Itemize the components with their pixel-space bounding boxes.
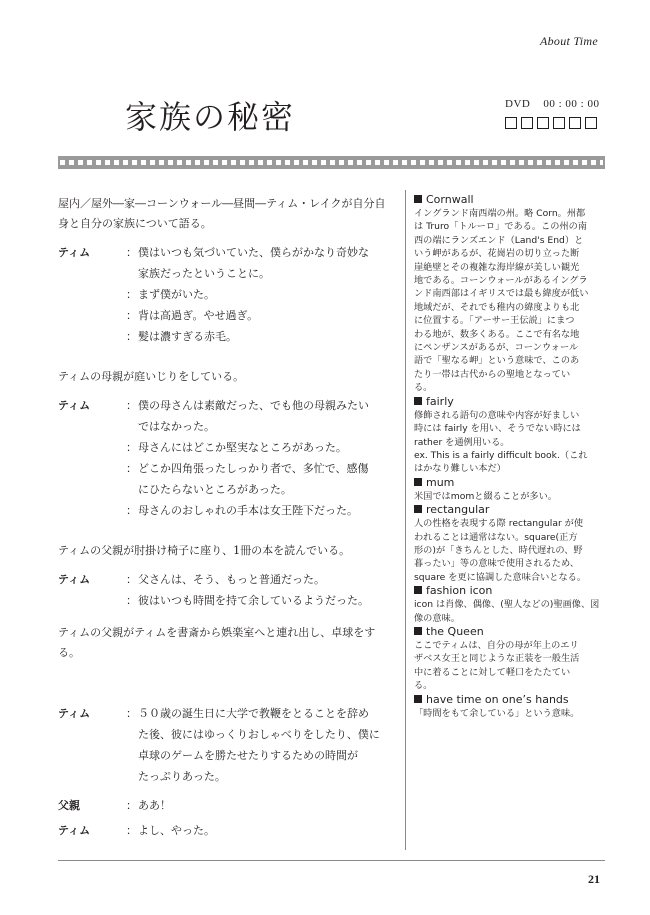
checkbox-square [569,117,581,129]
dialogue-block [58,795,393,816]
book-title: About Time [539,34,598,48]
colon-mark: ： [126,594,137,607]
note-text: 「時間をもて余している」という意味。 [414,707,580,719]
speaker-name: ティム [58,246,91,259]
note-entry [414,693,604,720]
checkbox-square [521,117,533,129]
dialogue-block [58,242,393,347]
stage-direction: ティムの父親が肘掛け椅子に座り、1冊の本を読んでいる。 [58,544,351,557]
note-entry [414,476,604,503]
colon-mark: ： [126,309,137,322]
note-heading [414,193,604,207]
dialogue-block [58,703,393,787]
checkbox-square [585,117,597,129]
note-entry [414,625,604,693]
dialogue-line: 母さんのおしゃれの手本は女王陛下だった。 [138,504,358,517]
note-heading [414,693,604,707]
speaker-name: ティム [58,573,91,586]
note-text: ここでティムは、自分の母が年上のエリ ザベス女王と同じような正装を一般生活 中に着ることに対して軽口をたたてい る。 [414,639,580,692]
colon-mark: ： [126,573,137,586]
dialogue-block [58,395,393,521]
dialogue-line: ５０歳の誕生日に大学で教鞭をとることを辞め た後、彼にはゆっくりおしゃべりをしたり、僕に 卓球のゲームを勝たせたりするための時間が たっぷりあった。 [138,707,380,783]
note-text: 米国ではmomと綴ることが多い。 [414,490,557,502]
note-term: Cornwall [426,193,474,206]
dialogue-line: ああ！ [138,799,171,812]
note-text: 修飾される語句の意味や内容が好ましい 時には fairly を用い、そうでない時には rather を通例用いる。 ex. This is a fairly difficult book.（これ はかなり難しい本だ） [414,409,588,475]
square-bullet-icon [414,586,422,594]
note-entry [414,193,604,395]
dialogue-line: 父さんは、そう、もっと普通だった。 [138,573,325,586]
colon-mark: ： [126,462,137,475]
note-text: 人の性格を表現する際 rectangular が使 われることは通常はない。square(正方 形の)が「きちんとした、時代遅れの、野 暮ったい」等の意味で使用されるため、 square を更に協調した意味合いとなる。 [414,518,587,583]
dvd-timecode [505,98,599,110]
colon-mark: ： [126,504,137,517]
note-entry [414,503,604,584]
note-text: イングランド南西端の州。略 Corn。州都 は Truro「トルーロ」である。この州の南 西の端にランズエンド（Land's End）と いう岬があるが、花崗岩の切り立った断 崖絶壁とその複雑な海岸線が美しい観光 地である。コーンウォールがあるイングラ ンド南西部はイギリスでは最も緯度が低い 地域だが、それでも稚内の緯度よりも北 に位置する。「アーサー王伝説」にまつ わる地が、数多くある。ここで有名な地 にペンザンスがあるが、コーンウォール 語で「聖なる岬」という意味で、このあ たり一帯は古代からの聖地となってい る。 [414,208,589,394]
dialogue-line: よし、やった。 [138,824,215,837]
checkbox-square [553,117,565,129]
square-bullet-icon [414,478,422,486]
note-heading [414,395,604,409]
stage-direction: ティムの母親が庭いじりをしている。 [58,370,245,383]
chapter-title: 家族の秘密 [125,98,296,136]
note-term: rectangular [426,503,490,517]
speaker-name: ティム [58,399,91,412]
colon-mark: ： [126,707,137,720]
speaker-name: 父親 [58,799,80,812]
square-bullet-icon [414,627,422,635]
colon-mark: ： [126,441,137,454]
note-heading [414,503,604,517]
note-heading [414,584,604,598]
notes-column [414,193,604,720]
script-column [58,194,393,841]
dvd-time: 00 : 00 : 00 [543,98,600,110]
square-bullet-icon [414,505,422,513]
note-text: icon は肖像、偶像、(聖人などの)聖画像、図 像の意味。 [414,599,600,624]
dialogue-block [58,820,393,841]
dialogue-block [58,569,393,611]
dialogue-line: 僕の母さんは素敵だった、でも他の母親みたい ではなかった。 [138,399,369,433]
checkbox-square [505,117,517,129]
colon-mark: ： [126,399,137,412]
note-entry [414,584,604,625]
stage-direction: ティムの父親がティムを書斎から娯楽室へと連れ出し、卓球をする。 [58,626,376,659]
checkbox-square [537,117,549,129]
colon-mark: ： [126,330,137,343]
speaker-name: ティム [58,707,91,720]
square-bullet-icon [414,397,422,405]
speaker-name: ティム [58,824,91,837]
note-heading [414,476,604,490]
note-term: mum [426,475,455,489]
column-divider [405,190,406,850]
checkbox-row [505,117,597,129]
note-term: fashion icon [426,584,493,598]
note-term: the Queen [426,624,484,638]
dialogue-line: 母さんにはどこか堅実なところがあった。 [138,441,347,454]
note-heading [414,625,604,639]
colon-mark: ： [126,824,137,837]
dialogue-line: まず僕がいた。 [138,288,215,301]
dialogue-line: どこか四角張ったしっかり者で、多忙で、感傷 にひたらないところがあった。 [138,462,369,496]
square-bullet-icon [414,195,422,203]
dialogue-line: 彼はいつも時間を持て余しているようだった。 [138,594,369,607]
stage-direction: 屋内／屋外―家―コーンウォール―昼間―ティム・レイクが自分自身と自分の家族について語る。 [58,197,386,230]
square-bullet-icon [414,695,422,703]
page-number: 21 [588,872,600,886]
colon-mark: ： [126,246,137,259]
colon-mark: ： [126,799,137,812]
note-entry [414,395,604,476]
dialogue-line: 髪は濃すぎる赤毛。 [138,330,237,343]
footer-rule [58,860,605,861]
note-term: have time on one’s hands [426,692,569,706]
note-term: fairly [426,394,454,408]
dialogue-line: 背は高過ぎ。やせ過ぎ。 [138,309,259,322]
dialogue-line: 僕はいつも気づいていた、僕らがかなり奇妙な 家族だったということに。 [138,246,369,280]
colon-mark: ： [126,288,137,301]
film-strip-holes [60,160,603,165]
dvd-label: DVD [505,98,531,110]
